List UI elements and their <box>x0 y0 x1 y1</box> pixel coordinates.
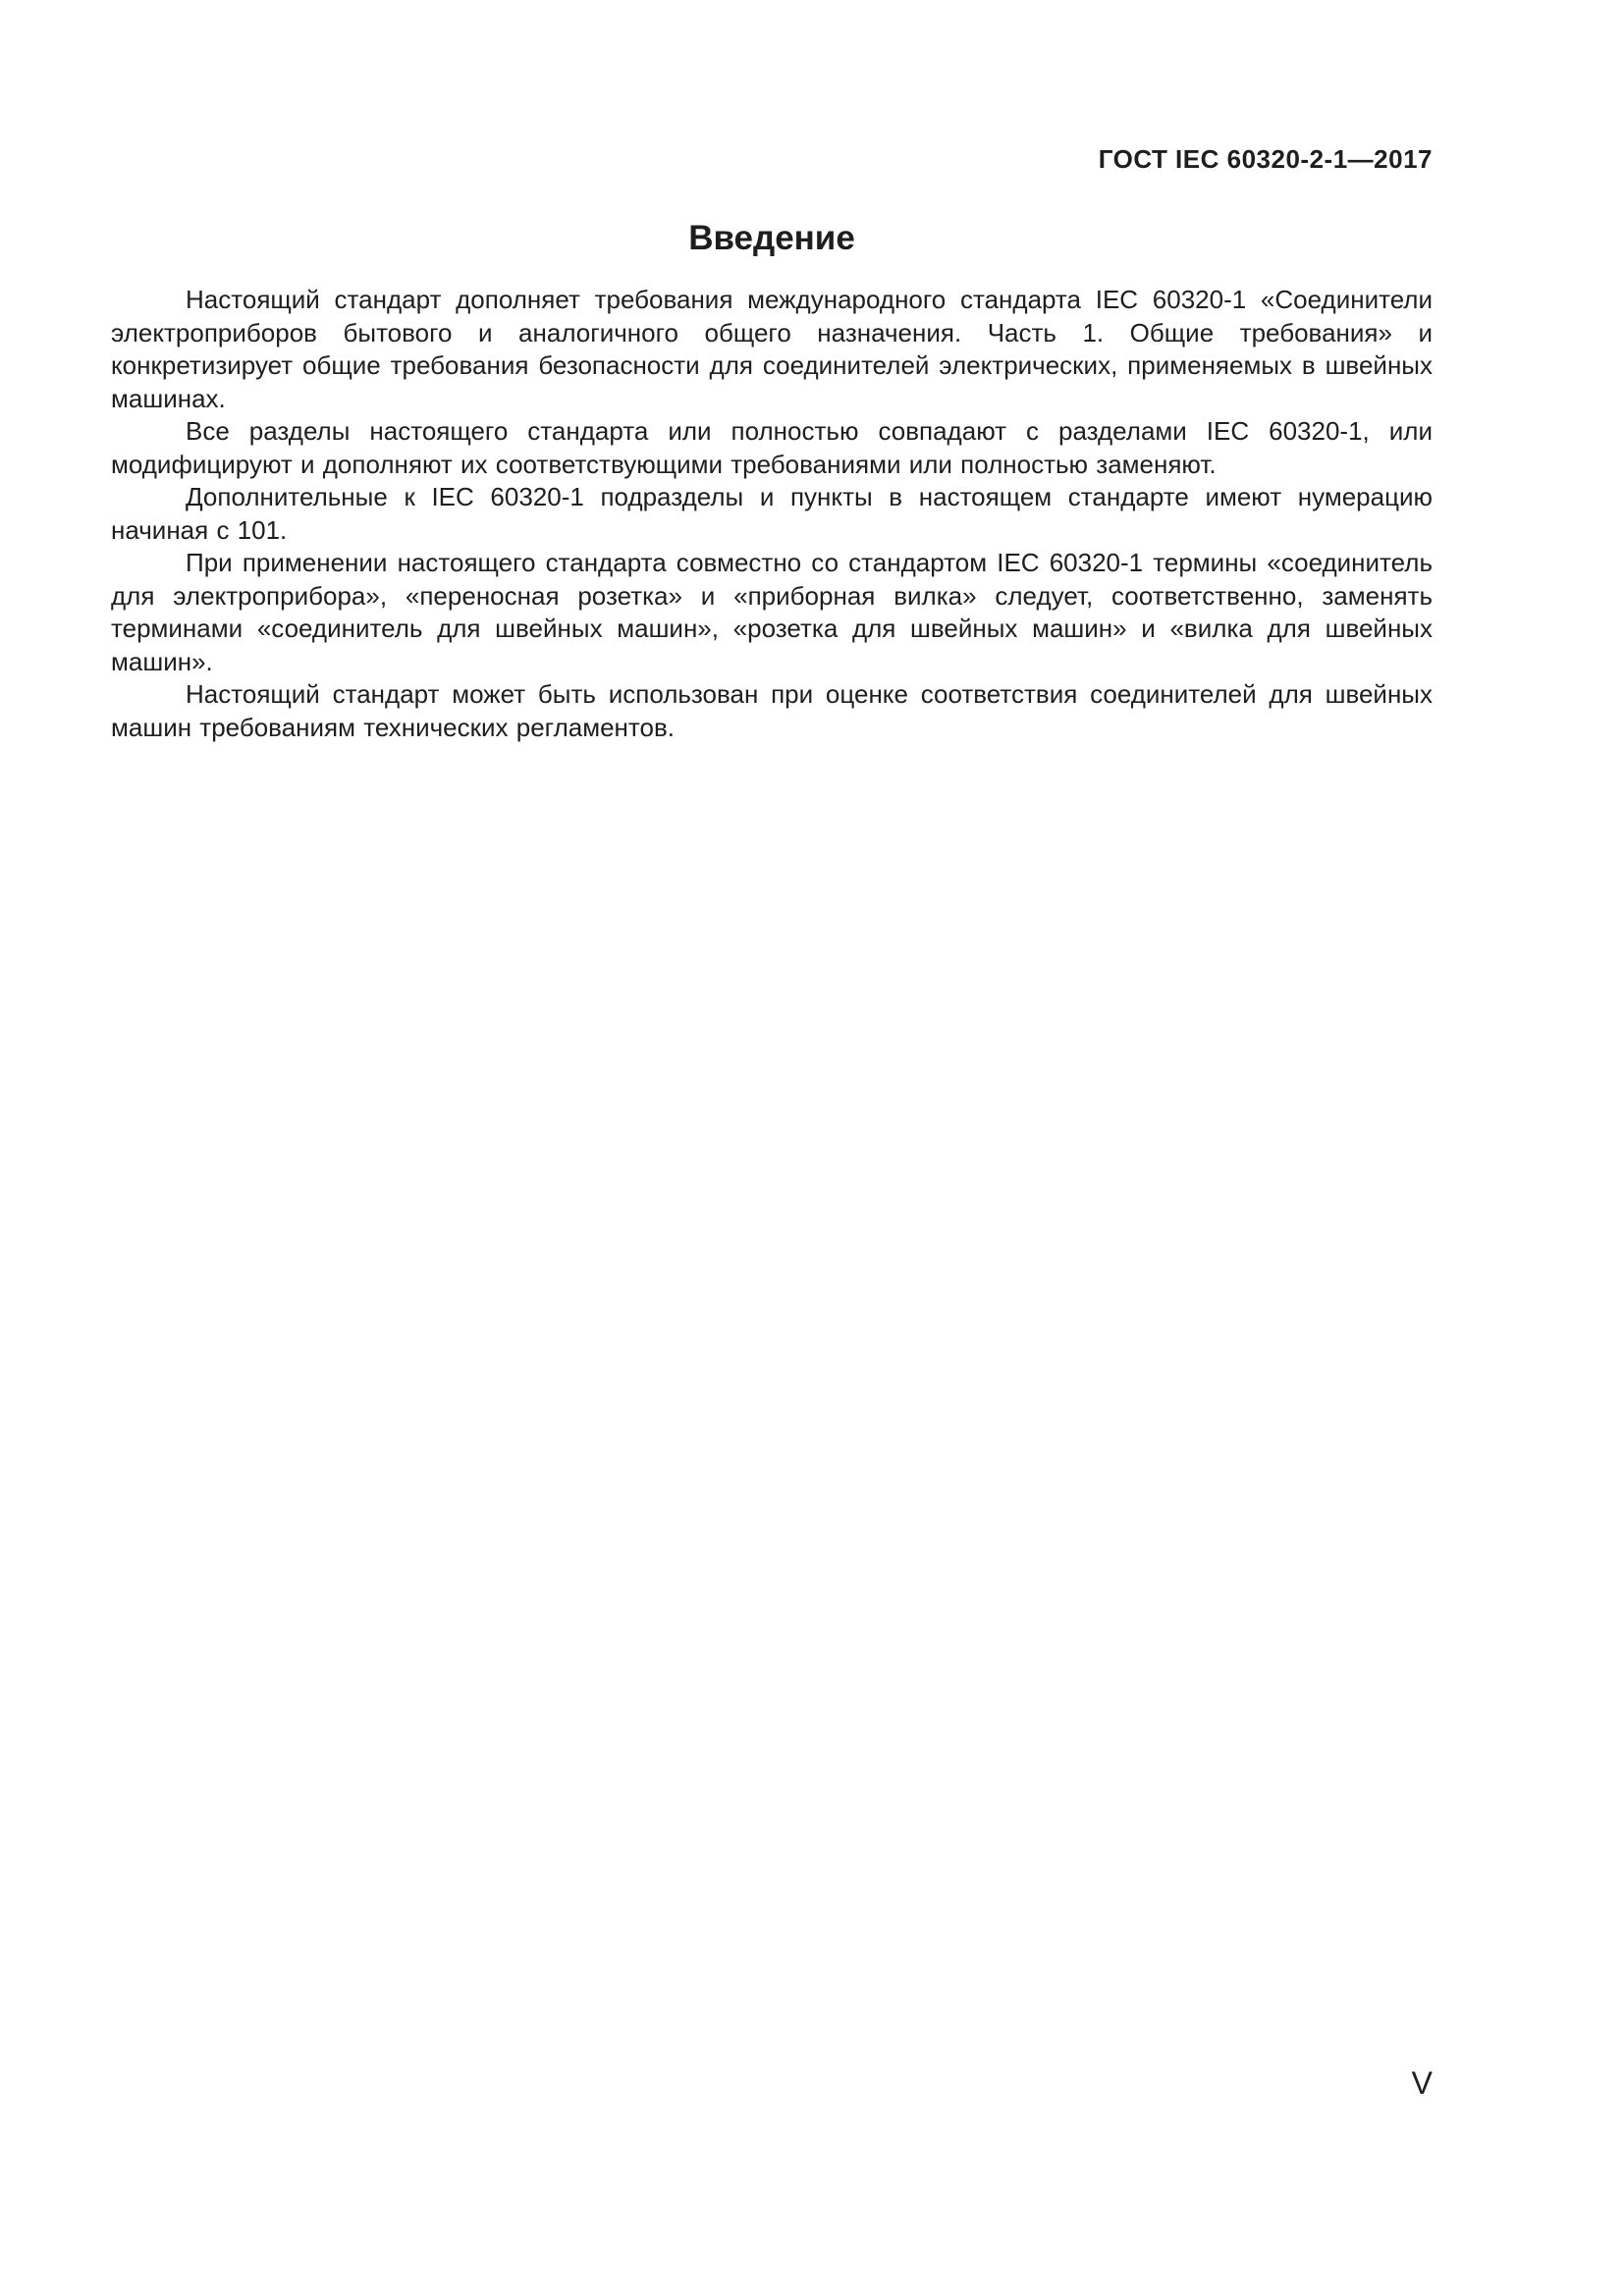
paragraph: При применении настоящего стандарта совместно со стандартом IEC 60320-1 термины «соединитель для электроприбора», «переносная розетка» и «приборная вилка» следует, соответственно, заменять терминами «соединитель для швейных машин», «розетка для швейных машин» и «вилка для швейных машин». <box>111 548 1433 676</box>
section-title: Введение <box>688 219 855 257</box>
paragraph: Настоящий стандарт может быть использован при оценке соответствия соединителей для швейных машин требованиям технических регламентов. <box>111 679 1433 742</box>
page-number: V <box>1411 2065 1433 2101</box>
paragraph: Все разделы настоящего стандарта или полностью совпадают с разделами IEC 60320-1, или модифицируют и дополняют их соответствующими требованиями или полностью заменяют. <box>111 416 1433 479</box>
document-code-header: ГОСТ IEC 60320-2-1—2017 <box>1098 144 1433 174</box>
paragraph: Дополнительные к IEC 60320-1 подразделы и пункты в настоящем стандарте имеют нумерацию начиная с 101. <box>111 482 1433 545</box>
content-column <box>111 0 1433 2296</box>
introduction-text <box>111 284 1433 744</box>
paragraph: Настоящий стандарт дополняет требования международного стандарта IEC 60320-1 «Соединители электроприборов бытового и аналогичного общего назначения. Часть 1. Общие требования» и конкретизирует общие требования безопасности для соединителей электрических, применяемых в швейных машинах. <box>111 285 1433 413</box>
